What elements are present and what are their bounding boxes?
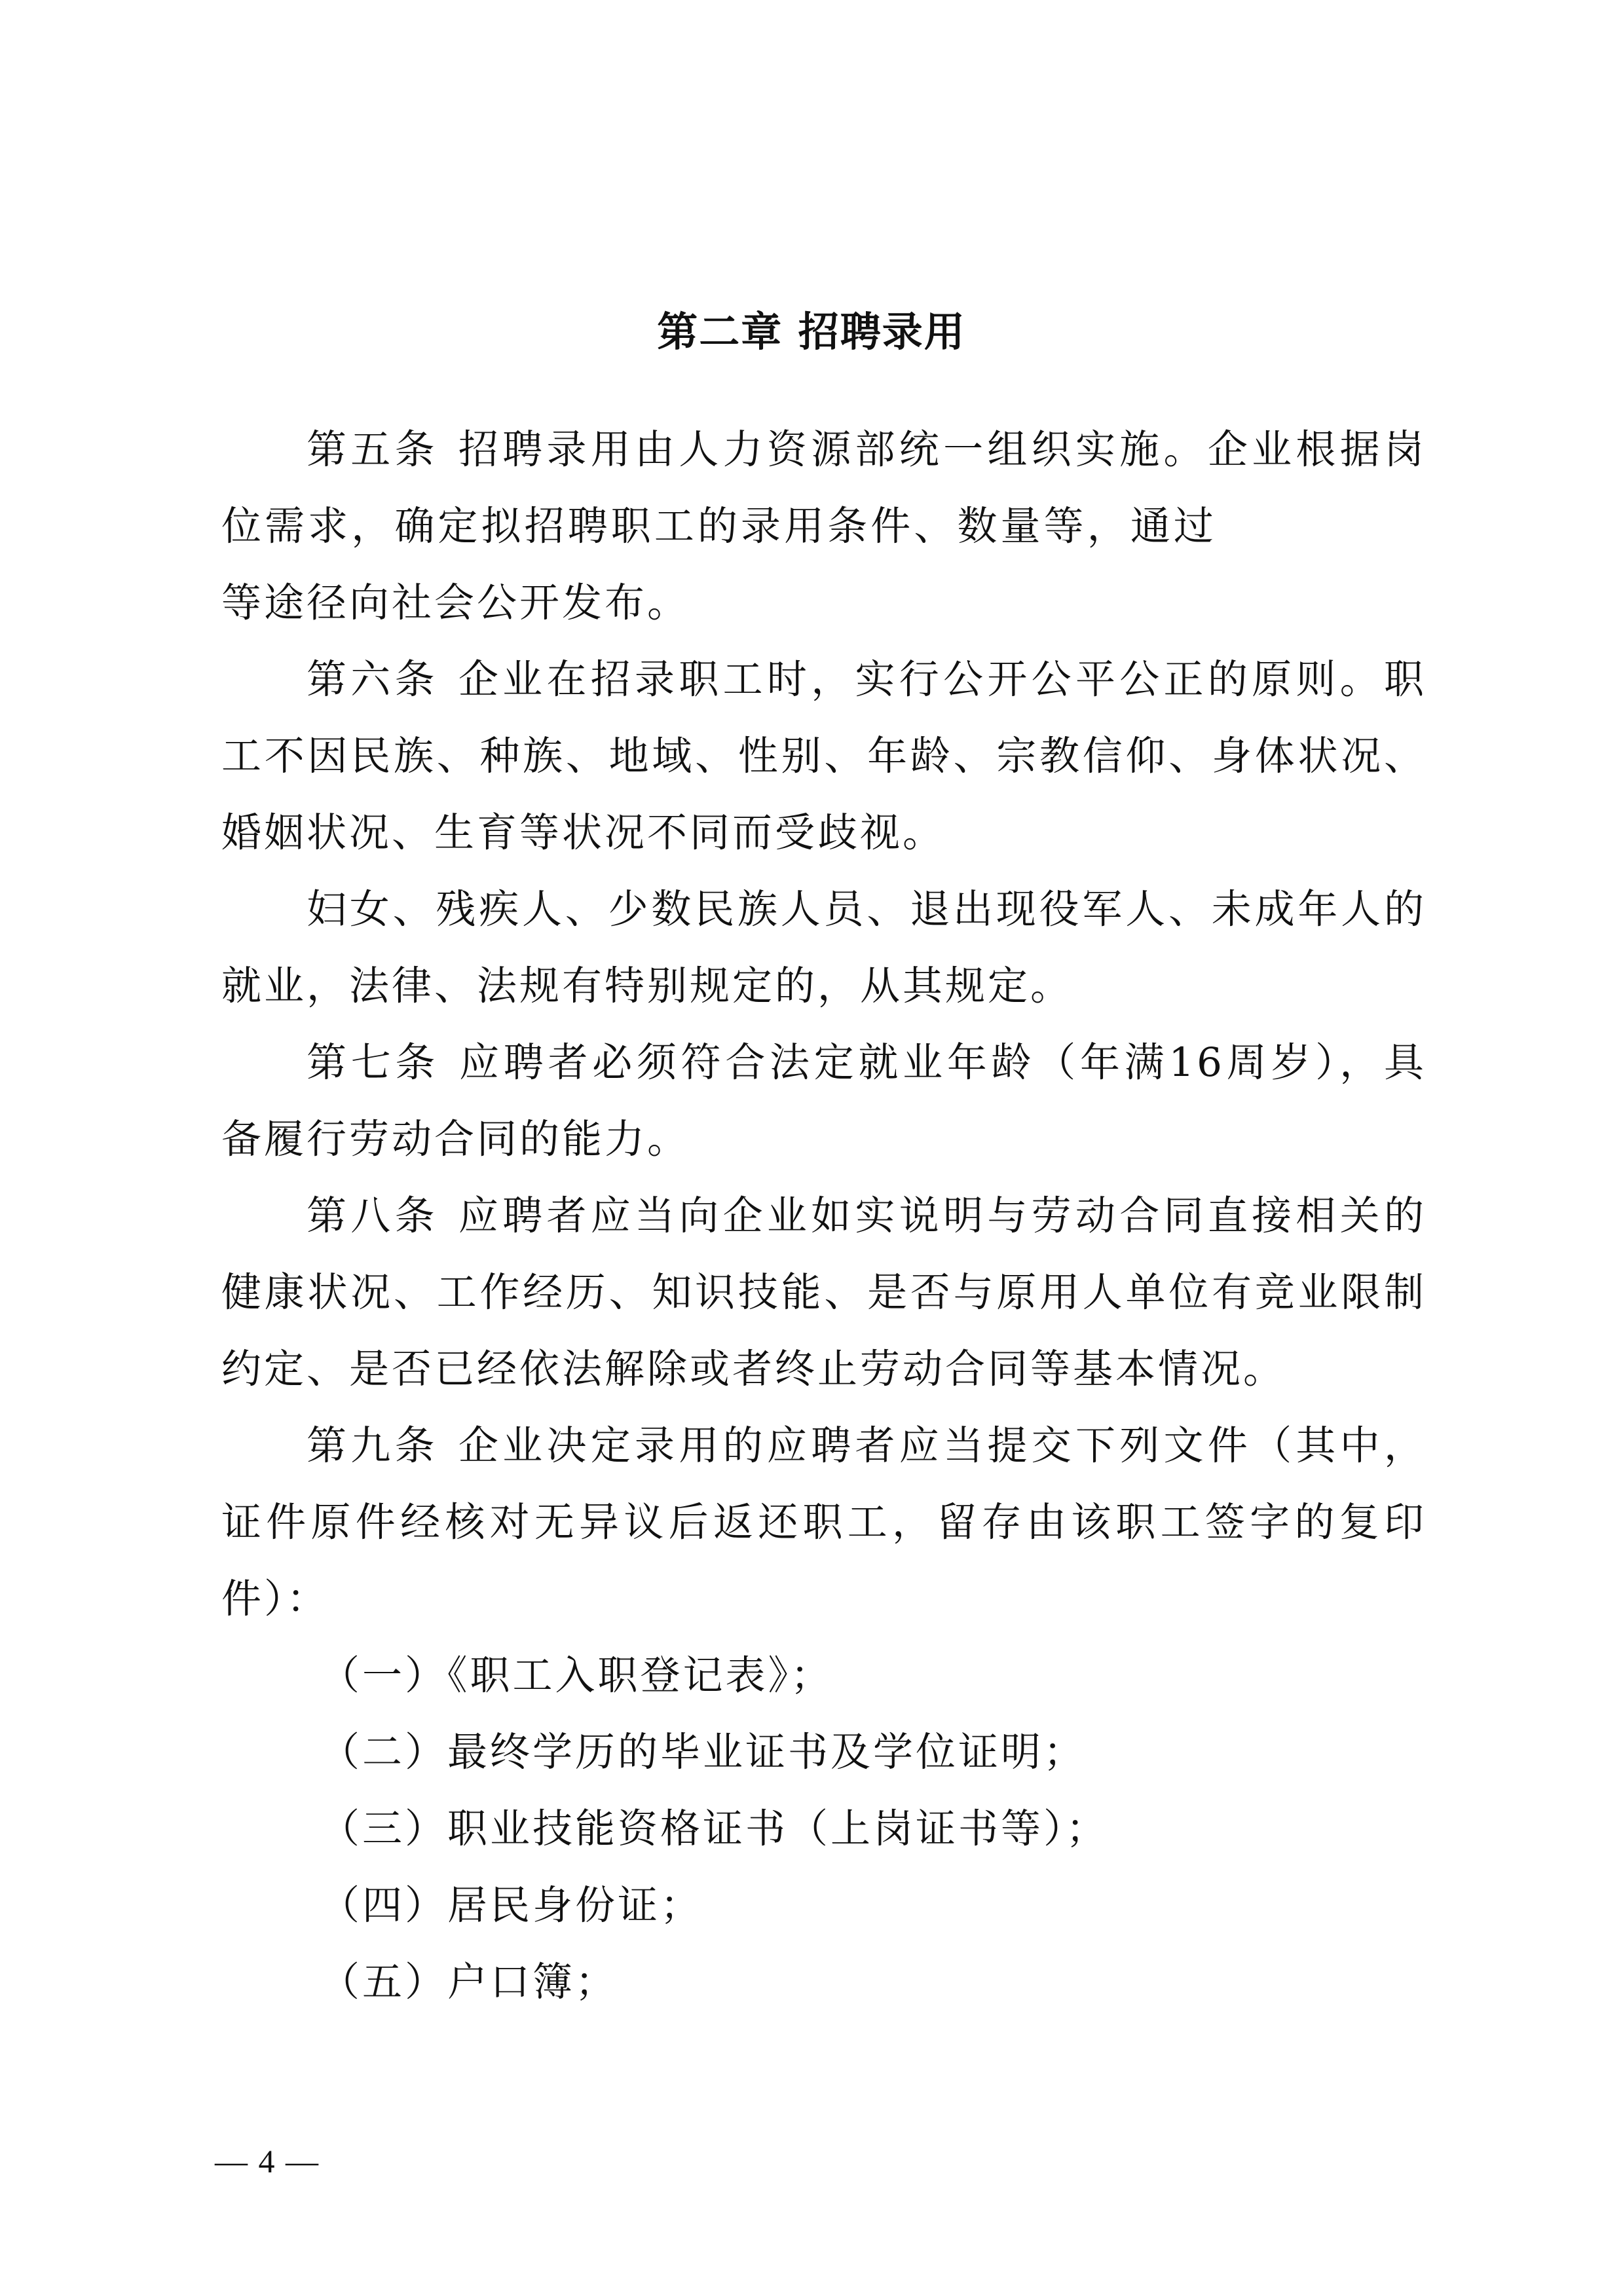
article-8 xyxy=(221,1177,1427,1407)
document-body xyxy=(221,411,1427,2020)
list-item: （三）职业技能资格证书（上岗证书等）； xyxy=(320,1805,1109,1852)
page-number: — 4 — xyxy=(215,2143,320,2179)
article-7 xyxy=(221,1024,1427,1177)
article-number: 第六条 xyxy=(307,656,439,703)
article-text-continued: 等途径向社会公开发布。 xyxy=(221,580,690,626)
article-number: 第八条 xyxy=(307,1193,439,1239)
article-number: 第七条 xyxy=(307,1039,440,1086)
list-item: （五）户口簿； xyxy=(320,1959,618,2005)
article-text: 应聘者应当向企业如实说明与劳动合同直接相关的健康状况、工作经历、知识技能、是否与原用人单位有竞业限制约定、是否已经依法解除或者终止劳动合同等基本情况。 xyxy=(221,1193,1427,1392)
article-text: 妇女、残疾人、少数民族人员、退出现役军人、未成年人的就业，法律、法规有特别规定的，从其规定。 xyxy=(221,886,1427,1009)
chapter-title: 第二章 招聘录用 xyxy=(657,308,966,356)
article-text: 企业在招录职工时，实行公开公平公正的原则。职工不因民族、种族、地域、性别、年龄、宗教信仰、身体状况、婚姻状况、生育等状况不同而受歧视。 xyxy=(221,656,1427,856)
article-text: 招聘录用由人力资源部统一组织实施。企业根据岗位需求，确定拟招聘职工的录用条件、数量等，通过 xyxy=(221,426,1427,549)
list-item: （四）居民身份证； xyxy=(320,1882,703,1929)
article-6-paragraph-2 xyxy=(221,871,1427,1024)
article-6 xyxy=(221,641,1427,871)
article-5 xyxy=(221,411,1427,641)
article-text: 应聘者必须符合法定就业年龄（年满16周岁），具备履行劳动合同的能力。 xyxy=(221,1039,1427,1162)
article-9 xyxy=(221,1407,1427,1637)
list-item: （一）《职工入职登记表》； xyxy=(320,1652,834,1699)
article-number: 第五条 xyxy=(307,426,439,473)
article-text: 企业决定录用的应聘者应当提交下列文件（其中，证件原件经核对无异议后返还职工，留存由该职工签字的复印件）： xyxy=(221,1422,1427,1622)
article-number: 第九条 xyxy=(307,1422,439,1469)
list-item: （二）最终学历的毕业证书及学位证明； xyxy=(320,1729,1087,1775)
